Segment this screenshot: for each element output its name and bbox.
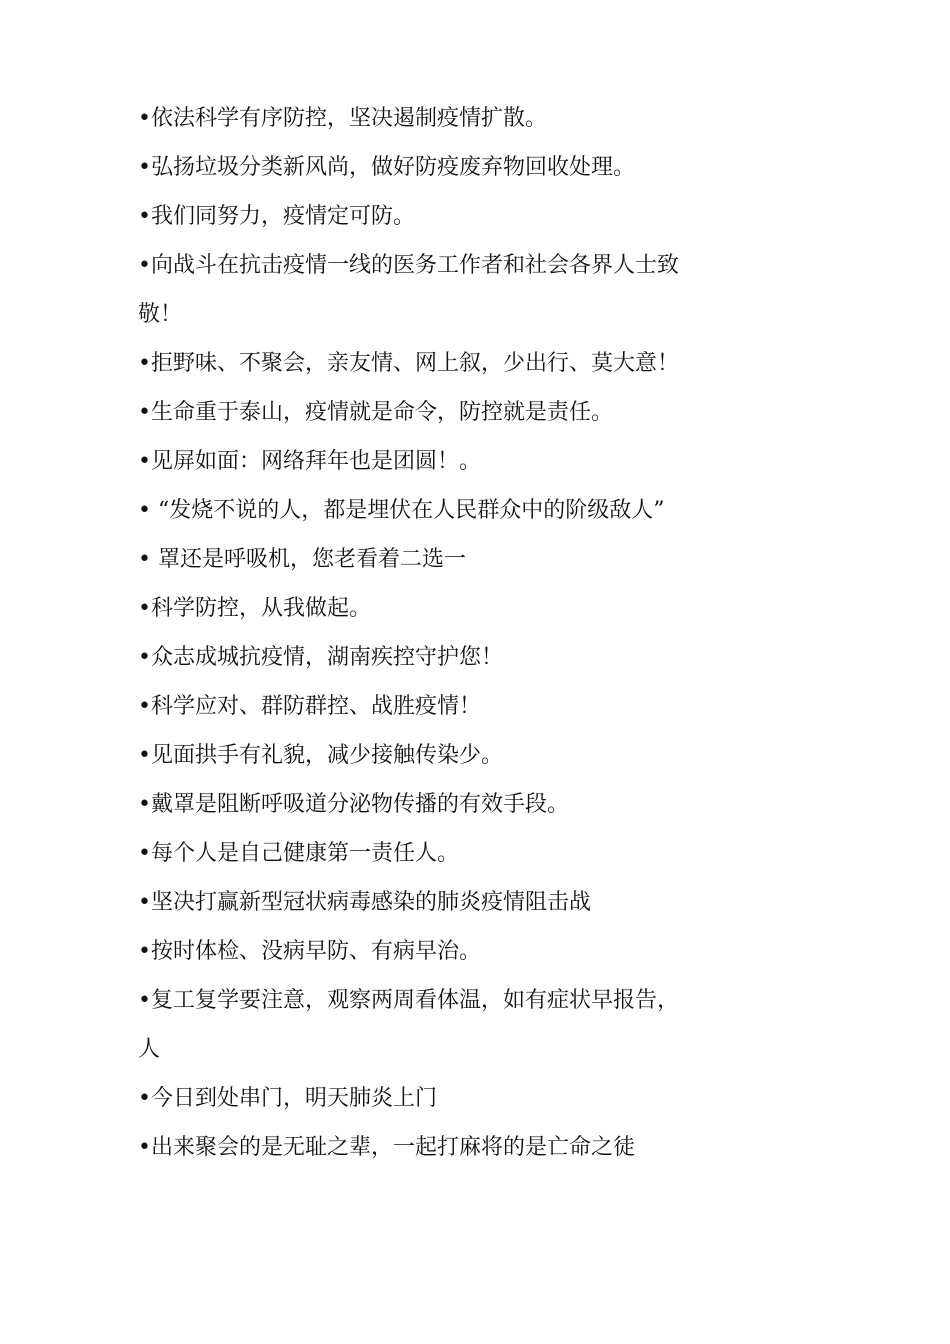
text-line: •按时体检、没病早防、有病早治。 [138, 939, 481, 964]
text-line: •出来聚会的是无耻之辈，一起打麻将的是亡命之徒 [138, 1135, 635, 1160]
text-line: •拒野味、不聚会，亲友情、网上叙，少出行、莫大意！ [138, 351, 679, 376]
text-line: •我们同努力，疫情定可防。 [138, 204, 415, 229]
text-line: •复工复学要注意，观察两周看体温，如有症状早报告， [138, 988, 679, 1013]
text-line: • 罩还是呼吸机，您老看着二选一 [138, 547, 466, 572]
text-line: •见面拱手有礼貌，减少接触传染少。 [138, 743, 503, 768]
text-line: •众志成城抗疫情，湖南疾控守护您！ [138, 645, 503, 670]
text-line: 敬！ [138, 302, 183, 327]
text-line: •科学应对、群防群控、战胜疫情！ [138, 694, 481, 719]
text-line: •戴罩是阻断呼吸道分泌物传播的有效手段。 [138, 792, 569, 817]
text-line: •今日到处串门，明天肺炎上门 [138, 1086, 437, 1111]
text-line: • “发烧不说的人，都是埋伏在人民群众中的阶级敌人” [138, 498, 665, 523]
text-line: •向战斗在抗击疫情一线的医务工作者和社会各界人士致 [138, 253, 679, 278]
text-line: •依法科学有序防控，坚决遏制疫情扩散。 [138, 106, 547, 131]
document-body [138, 94, 818, 1172]
text-line: •坚决打赢新型冠状病毒感染的肺炎疫情阻击战 [138, 890, 591, 915]
text-line: •生命重于泰山，疫情就是命令，防控就是责任。 [138, 400, 613, 425]
text-line: •弘扬垃圾分类新风尚，做好防疫废弃物回收处理。 [138, 155, 635, 180]
text-line: •每个人是自己健康第一责任人。 [138, 841, 459, 866]
text-line: •见屏如面：网络拜年也是团圆！。 [138, 449, 481, 474]
text-line: •科学防控，从我做起。 [138, 596, 371, 621]
text-line: 人 [138, 1037, 161, 1062]
